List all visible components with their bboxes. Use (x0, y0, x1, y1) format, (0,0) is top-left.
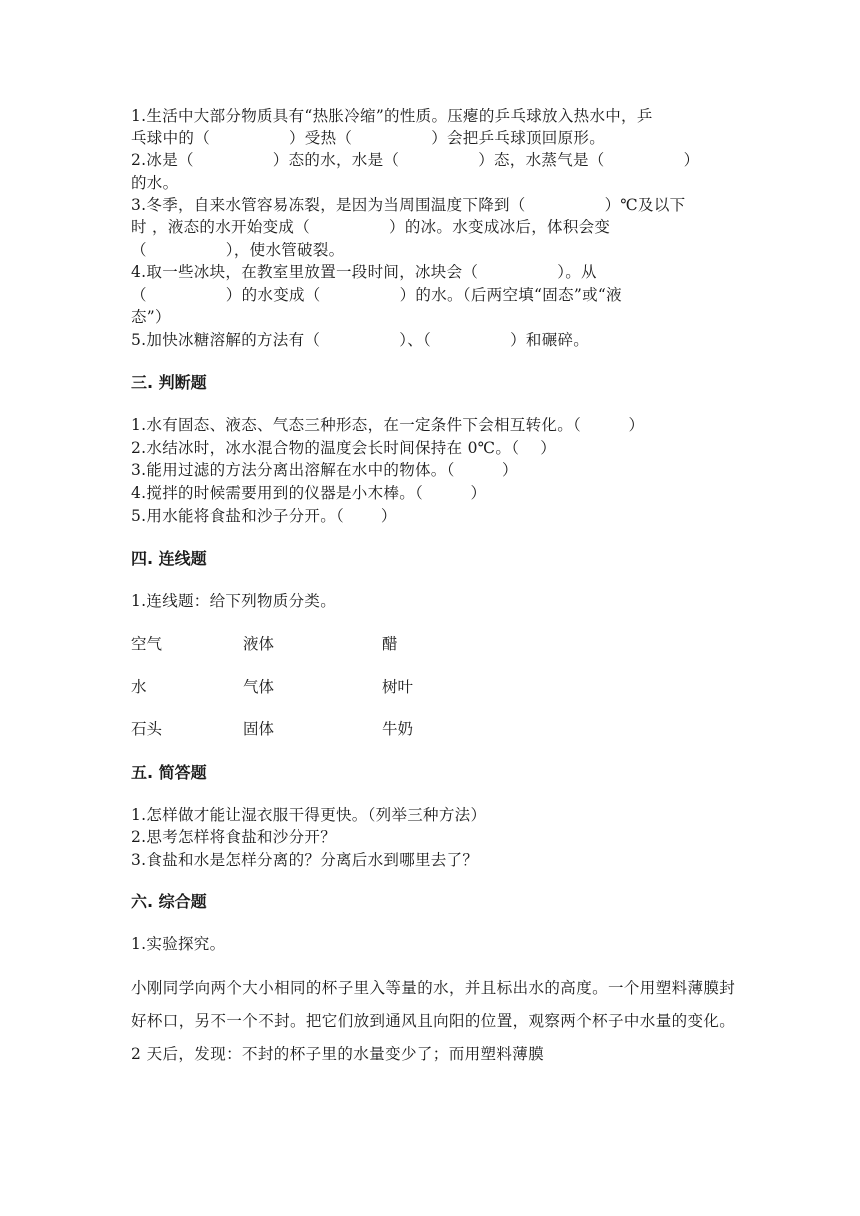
section-title-judge: 三. 判断题 (131, 373, 207, 392)
match-item-substance: 空气 (131, 635, 163, 653)
match-item-state: 液体 (243, 635, 275, 653)
fill-in-line: 乓球中的（ ）受热（ ）会把乒乓球顶回原形。 (131, 129, 606, 147)
fill-in-line: 3.冬季，自来水管容易冻裂，是因为当周围温度下降到（ ）℃及以下 (131, 196, 686, 214)
judge-item: 4.搅拌的时候需要用到的仪器是小木棒。（ ） (131, 484, 487, 502)
judge-item: 5.用水能将食盐和沙子分开。（ ） (131, 507, 397, 525)
fill-in-line: 4.取一些冰块，在教室里放置一段时间，冰块会（ ）。从 (131, 263, 597, 281)
fill-in-line: 的水。 (131, 174, 179, 192)
short-answer-item: 1.怎样做才能让湿衣服干得更快。（列举三种方法） (131, 806, 487, 824)
section-title-match: 四. 连线题 (131, 549, 207, 568)
fill-in-line: 5.加快冰糖溶解的方法有（ ）、（ ）和碾碎。 (131, 331, 590, 349)
judge-item: 3.能用过滤的方法分离出溶解在水中的物体。（ ） (131, 461, 518, 479)
short-answer-item: 2.思考怎样将食盐和沙分开？ (131, 828, 336, 846)
match-item-state: 固体 (243, 720, 275, 738)
match-item-substance: 醋 (382, 635, 398, 653)
judge-item: 2.水结冰时，冰水混合物的温度会长时间保持在 0℃。（ ） (131, 439, 557, 457)
match-item-substance: 石头 (131, 720, 163, 738)
comprehensive-prompt: 1.实验探究。 (131, 935, 226, 953)
match-item-substance: 牛奶 (382, 720, 414, 738)
short-answer-item: 3.食盐和水是怎样分离的？分离后水到哪里去了？ (131, 851, 479, 869)
match-item-state: 气体 (243, 678, 275, 696)
experiment-paragraph: 小刚同学向两个大小相同的杯子里入等量的水，并且标出水的高度。一个用塑料薄膜封好杯口，另不一个不封。把它们放到通风且向阳的位置，观察两个杯子中水量的变化。2 天后，发现：不封的杯子里的水量变少了；而用塑料薄膜 (131, 979, 736, 1063)
match-item-substance: 树叶 (382, 678, 414, 696)
fill-in-line: （ ）的水变成（ ）的水。（后两空填“固态”或“液 (131, 286, 622, 304)
fill-in-line: 2.冰是（ ）态的水，水是（ ）态，水蒸气是（ ） (131, 151, 700, 169)
section-title-short-answer: 五. 简答题 (131, 763, 207, 782)
fill-in-line: 态”） (131, 308, 171, 326)
section-title-comprehensive: 六. 综合题 (131, 892, 207, 911)
fill-in-line: 1.生活中大部分物质具有“热胀冷缩”的性质。压瘪的乒乓球放入热水中，乒 (131, 107, 653, 125)
fill-in-line: 时 ，液态的水开始变成（ ）的冰。水变成冰后，体积会变 (131, 218, 611, 236)
judge-item: 1.水有固态、液态、气态三种形态，在一定条件下会相互转化。（ ） (131, 416, 645, 434)
match-prompt: 1.连线题：给下列物质分类。 (131, 592, 336, 610)
match-item-substance: 水 (131, 678, 147, 696)
fill-in-line: （ ），使水管破裂。 (131, 241, 345, 259)
